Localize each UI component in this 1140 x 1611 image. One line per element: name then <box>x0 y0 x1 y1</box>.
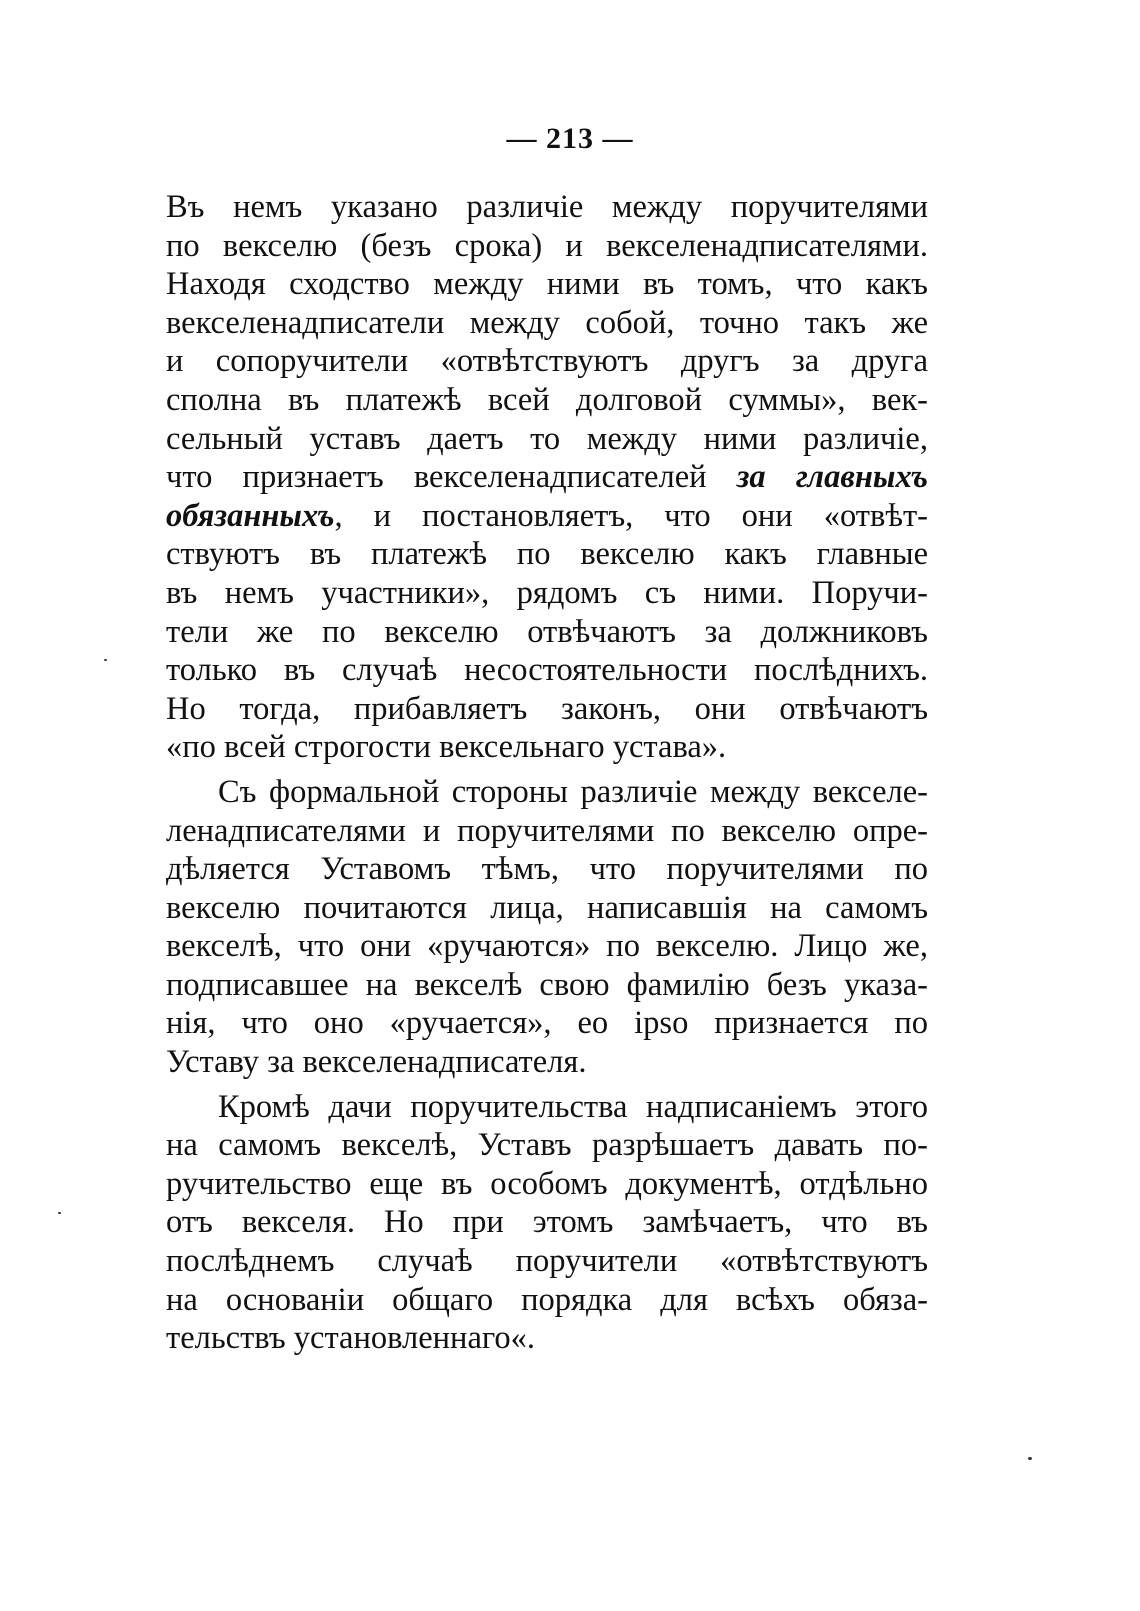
text-line: ствуютъ въ платежѣ по векселю какъ главные <box>166 536 928 573</box>
scan-speck <box>1028 1457 1032 1460</box>
text-line: «по всей строгости вексельнаго устава». <box>166 729 727 766</box>
paragraph-2 <box>166 773 928 1082</box>
text-line: дѣляется Уставомъ тѣмъ, что поручителями по <box>166 851 928 888</box>
text-line: отъ векселя. Но при этомъ замѣчаетъ, что въ <box>166 1204 928 1241</box>
text-line: ленадписателями и поручителями по векселю опре- <box>166 812 928 849</box>
text-line: сельный уставъ даетъ то между ними различіе, <box>166 420 928 457</box>
text-line: и сопоручители «отвѣтствуютъ другъ за друга <box>166 343 928 380</box>
text-line: тели же по векселю отвѣчаютъ за должниковъ <box>166 613 928 650</box>
text-segment: , и постановляетъ, что они «отвѣт- <box>334 497 928 534</box>
emphasis-text: обязанныхъ <box>166 497 335 534</box>
text-line: Уставу за векселенадписателя. <box>166 1044 587 1081</box>
text-line: только въ случаѣ несостоятельности послѣднихъ. <box>166 652 928 689</box>
paragraph-1 <box>166 188 928 767</box>
text-line: сполна въ платежѣ всей долговой суммы», век- <box>166 381 928 418</box>
text-line: на самомъ векселѣ, Уставъ разрѣшаетъ давать по- <box>166 1127 928 1164</box>
paragraph-3 <box>166 1088 928 1358</box>
text-line: Но тогда, прибавляетъ законъ, они отвѣчаютъ <box>166 690 928 727</box>
text-line: подписавшее на векселѣ свою фамилію безъ указа- <box>166 966 928 1003</box>
text-line: тельствъ установленнаго«. <box>166 1320 536 1357</box>
emphasis-text: за главныхъ <box>736 459 929 496</box>
text-line: на основаніи общаго порядка для всѣхъ обяза- <box>166 1281 928 1318</box>
text-line: по векселю (безъ срока) и векселенадписателями. <box>166 227 928 264</box>
text-line: векселенадписатели между собой, точно такъ же <box>166 304 928 341</box>
text-line: Находя сходство между ними въ томъ, что какъ <box>166 266 928 303</box>
text-line: ручительство еще въ особомъ документѣ, отдѣльно <box>166 1165 928 1202</box>
text-line: векселю почитаются лица, написавшія на самомъ <box>166 889 928 926</box>
text-line: въ немъ участники», рядомъ съ ними. Поручи- <box>166 574 928 611</box>
scan-speck <box>104 659 107 661</box>
page-number: — 213 — <box>506 122 634 155</box>
text-line <box>166 497 928 536</box>
text-line: Въ немъ указано различіе между поручителями <box>166 189 928 225</box>
text-line: векселѣ, что они «ручаются» по векселю. Лицо же, <box>166 928 928 965</box>
text-line: послѣднемъ случаѣ поручители «отвѣтствуютъ <box>166 1243 928 1280</box>
text-segment: что признаетъ векселенадписателей <box>166 459 707 496</box>
text-line: Съ формальной стороны различіе между векселе- <box>218 773 928 810</box>
text-line <box>166 458 928 497</box>
scan-speck <box>58 1212 61 1214</box>
text-line: нія, что оно «ручается», eo ipso признается по <box>166 1005 928 1042</box>
text-line: Кромѣ дачи поручительства надписаніемъ этого <box>218 1088 928 1125</box>
body-text <box>166 188 928 1358</box>
